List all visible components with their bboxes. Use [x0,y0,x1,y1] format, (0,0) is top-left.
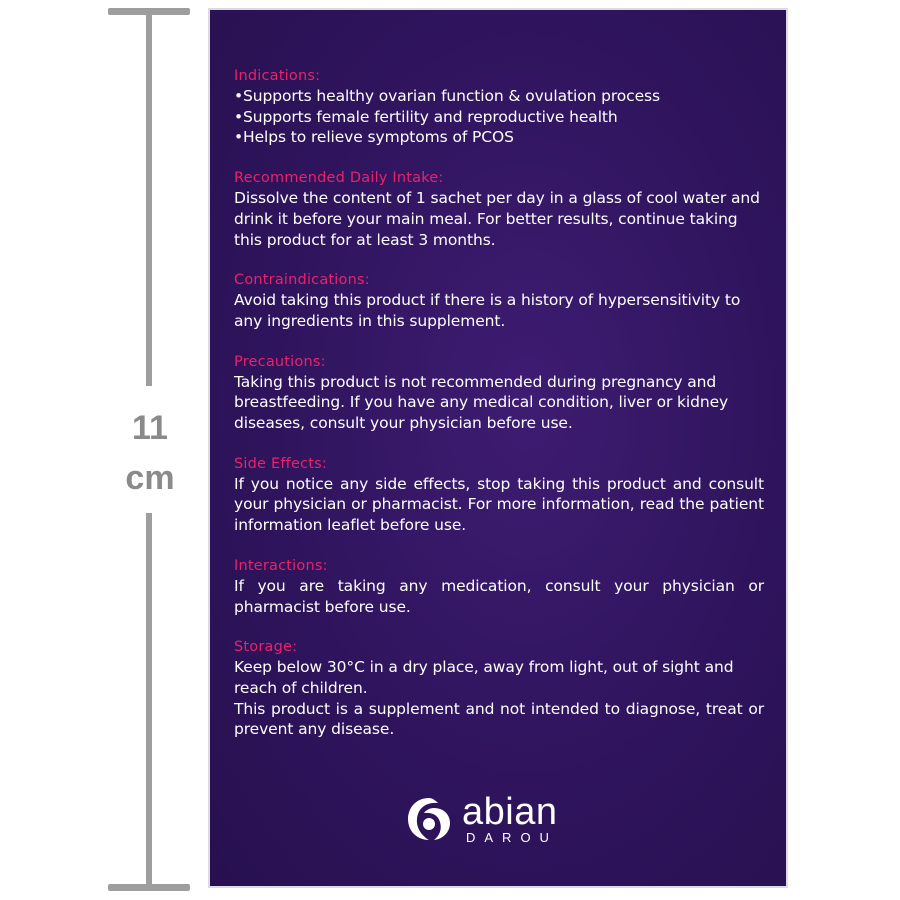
ruler-bottom-cap [108,884,190,891]
abian-darou-logo [404,790,604,860]
storage-heading: Storage: [234,639,298,656]
ruler-line-lower [146,513,152,888]
side-effects-section [234,454,764,536]
precautions-text: Taking this product is not recommended during pregnancy and breastfeeding. If you have any medical condition, liver or kidney diseases, consult your physician before use. [234,372,729,433]
indications-section [234,66,764,148]
box-back-panel [208,8,788,888]
label-text-block [234,66,764,760]
precautions-heading: Precautions: [234,353,326,370]
indication-item: •Helps to relieve symptoms of PCOS [234,128,514,147]
ruler-length-unit: cm [125,459,175,497]
intake-section [234,168,764,250]
intake-heading: Recommended Daily Intake: [234,170,444,187]
contraindications-text: Avoid taking this product if there is a history of hypersensitivity to any ingredients in this supplement. [234,291,741,330]
contraindications-heading: Contraindications: [234,272,370,289]
interactions-heading: Interactions: [234,557,328,574]
ruler-length-number: 11 [132,409,168,447]
disclaimer-text: This product is a supplement and not intended to diagnose, treat or prevent any disease. [234,699,764,739]
indication-item: •Supports healthy ovarian function & ovulation process [234,87,660,105]
interactions-section [234,556,764,617]
logo-subtitle: DAROU [466,830,558,845]
storage-section [234,637,764,740]
indications-list [234,86,764,148]
ruler-line-upper [146,12,152,386]
storage-text: Keep below 30°C in a dry place, away from light, out of sight and reach of children. [234,658,734,697]
intake-text: Dissolve the content of 1 sachet per day in a glass of cool water and drink it before your main meal. For better results, continue taking this product for at least 3 months. [234,189,760,249]
side-effects-heading: Side Effects: [234,455,327,472]
precautions-section [234,352,764,434]
logo-swirl-icon [404,794,454,844]
side-effects-text: If you notice any side effects, stop taking this product and consult your physician or pharmacist. For more information, read the patient information leaflet before use. [234,474,764,535]
interactions-text: If you are taking any medication, consult your physician or pharmacist before use. [234,576,764,616]
indication-item: •Supports female fertility and reproductive health [234,107,618,126]
contraindications-section [234,270,764,331]
logo-wordmark: abian [462,791,558,833]
indications-heading: Indications: [234,68,321,84]
